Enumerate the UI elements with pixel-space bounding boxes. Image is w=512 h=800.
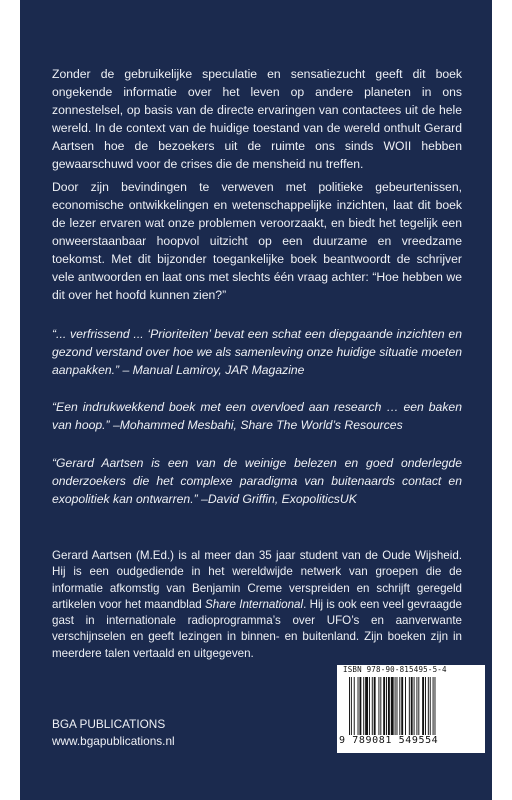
review-quote-3: “Gerard Aartsen is een van de weinige belezen en goed onderlegde onderzoekers die het complexe paradigma van buitenaards contact en exopolitiek kan ontwarren.” –David Griffin, ExopoliticsUK — [52, 456, 462, 506]
barcode-bar — [395, 677, 396, 735]
barcode-bar — [430, 677, 431, 735]
barcode-bar — [354, 677, 355, 735]
author-bio-text-1: Gerard Aartsen (M.Ed.) is al meer dan 35 jaar student van de Oude Wijsheid. Hij is een oudgediende in het wereldwijde netwerk van groepen die de informatie afkomstig van Benjamin Creme verspreiden en schrijft geregeld artikelen voor het maandblad — [52, 549, 462, 611]
barcode-bar — [401, 677, 403, 735]
barcode-bar — [388, 677, 390, 735]
barcode-bar — [414, 677, 415, 735]
barcode-bar — [374, 677, 376, 735]
barcode-bar — [435, 677, 436, 735]
barcode-bar — [405, 677, 406, 735]
barcode-bar — [380, 677, 381, 735]
barcode-bar — [378, 677, 379, 735]
publisher-block — [52, 716, 175, 750]
barcode-bar — [365, 677, 368, 735]
review-quote-1: “... verfrissend ... ‘Prioriteiten’ bevat een schat een diepgaande inzichten en gezond verstand over hoe we als samenleving onze huidige situatie moeten aanpakken.” – Manual Lamiroy, JAR Magazine — [52, 327, 462, 377]
barcode-bar — [409, 677, 410, 735]
barcode-bar — [418, 677, 419, 735]
blurb-paragraph-1: Zonder de gebruikelijke speculatie en sensatiezucht geeft dit boek ongekende informatie over het leven op andere planeten in ons zonnestelsel, op basis van de directe ervaringen van contactees uit de hele wereld. In de context van de huidige toestand van de wereld onthult Gerard Aartsen hoe de bezoekers uit de ruimte ons sinds WOII hebben gewaarschuwd voor de crises die de mensheid nu treffen. — [52, 67, 462, 171]
barcode-bar — [369, 677, 370, 735]
barcode-bar — [363, 677, 364, 735]
magazine-title: Share International — [205, 597, 304, 611]
barcode-bar — [397, 677, 398, 735]
author-bio-text-2: . Hij is ook een veel gevraagde gast in internationale radioprogramma’s over UFO’s en aanverwante verschijnselen en geeft lezingen in binnen- en buitenland. Zijn boeken zijn in meerdere talen vertaald en uitgegeven. — [52, 597, 462, 660]
barcode-bar — [351, 677, 352, 735]
barcode — [337, 665, 485, 753]
barcode-number: 9 789081 549554 — [339, 735, 439, 746]
barcode-bar — [411, 677, 413, 735]
author-bio — [52, 548, 462, 662]
barcode-bars — [349, 677, 477, 735]
barcode-bar — [399, 677, 400, 735]
barcode-bar — [416, 677, 417, 735]
barcode-bar — [433, 677, 434, 735]
isbn-label: ISBN 978-90-815495-5-4 — [343, 665, 447, 674]
barcode-bar — [391, 677, 394, 735]
barcode-bar — [349, 677, 350, 735]
blurb-paragraph-2: Door zijn bevindingen te verweven met politieke gebeurtenissen, economische ontwikkelingen en wetenschappelijke inzichten, laat dit boek de lezer ervaren wat onze problemen veroorzaakt, en biedt het tegelijk een onweerstaanbaar hoopvol uitzicht op een duurzame en vreedzame toekomst. Met dit bijzonder toegankelijke boek beantwoordt de schrijver vele antwoorden en laat ons met slechts één vraag achter: “Hoe hebben we dit over het hoofd kunnen zien?” — [52, 180, 462, 302]
barcode-bar — [425, 677, 426, 735]
barcode-bar — [428, 677, 429, 735]
publisher-name: BGA PUBLICATIONS — [52, 717, 166, 731]
barcode-bar — [383, 677, 385, 735]
barcode-bar — [372, 677, 373, 735]
barcode-bar — [386, 677, 387, 735]
review-quote-2: “Een indrukwekkend boek met een overvloed aan research … een baken van hoop.” –Mohammed Mesbahi, Share The World’s Resources — [52, 400, 462, 432]
barcode-bar — [422, 677, 424, 735]
back-cover — [20, 0, 492, 800]
publisher-url: www.bgapublications.nl — [52, 734, 175, 748]
barcode-bar — [359, 677, 361, 735]
barcode-bar — [358, 677, 359, 735]
